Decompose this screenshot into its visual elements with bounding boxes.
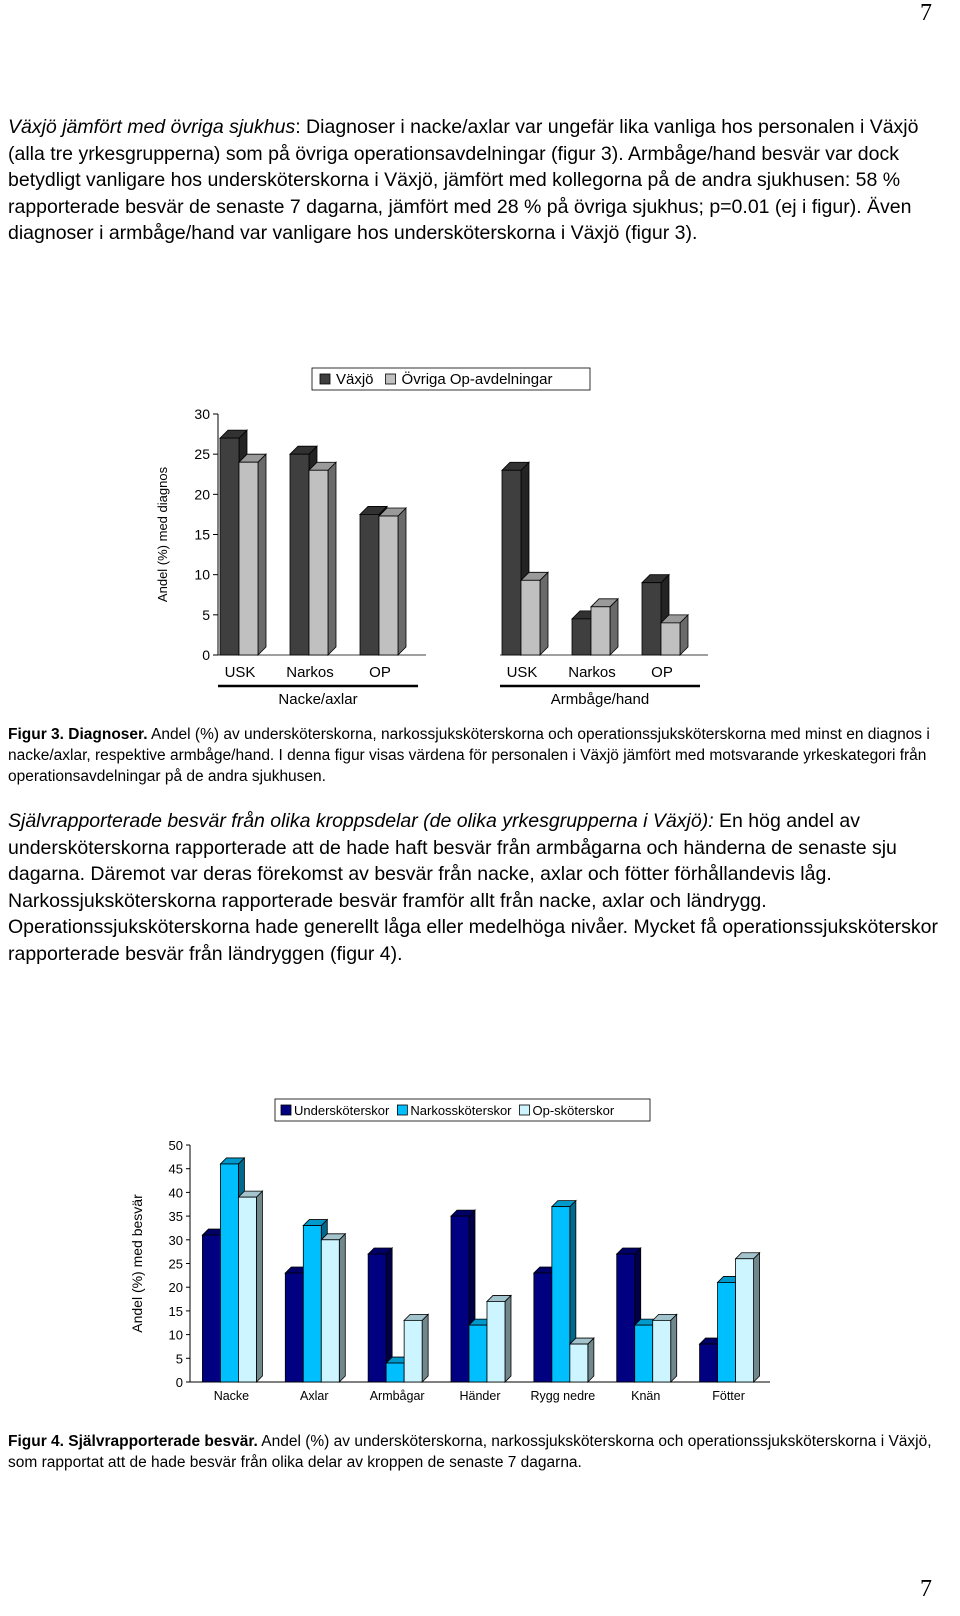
y-tick-label: 25 <box>168 1256 183 1272</box>
bar-front <box>469 1325 487 1382</box>
bar-front <box>220 1164 238 1382</box>
y-tick-label: 25 <box>194 446 210 463</box>
bar-front <box>360 514 379 655</box>
legend-label-2: Op-sköterskor <box>532 1103 615 1118</box>
x-tick-label: OP <box>651 664 673 681</box>
y-axis-title: Andel (%) med diagnos <box>155 466 170 603</box>
bar-front <box>404 1320 422 1382</box>
paragraph-lead: Självrapporterade besvär från olika kroppsdelar (de olika yrkesgrupperna i Växjö): <box>8 810 714 832</box>
bar-side <box>671 1314 677 1382</box>
bar-side <box>754 1253 760 1382</box>
bar-front <box>653 1320 671 1382</box>
bar-front <box>521 580 540 655</box>
bar-front <box>570 1344 588 1382</box>
figure4-caption-label: Figur 4. Självrapporterade besvär. <box>8 1433 258 1450</box>
paragraph-body: : Diagnoser i nacke/axlar var ungefär lika vanliga hos personalen i Växjö (alla tre yrkesgrupperna) som på övriga operationsavdelningar (figur 3). Armbåge/hand besvär var dock betydligt vanligare hos undersköterskorna i Växjö, jämfört med kollegorna på de andra sjukhusen: 58 % rapporterade besvär de senaste 7 dagarna, jämfört med 28 % på övriga sjukhus; p=0.01 (ej i figur). Även diagnoser i armbåge/hand var vanligare hos undersköterskorna i Växjö (figur 3). <box>8 116 919 244</box>
x-tick-label: Narkos <box>568 664 616 681</box>
bar-front <box>487 1301 505 1382</box>
bar-op-skoterskor <box>487 1295 511 1382</box>
y-tick-label: 5 <box>202 606 210 623</box>
x-tick-label: USK <box>224 664 256 681</box>
x-tick-label: Nacke <box>213 1389 250 1403</box>
figure4-caption <box>8 1431 953 1473</box>
bar-front <box>700 1344 718 1382</box>
legend-swatch-1 <box>397 1105 407 1115</box>
bar-front <box>309 470 328 655</box>
legend-swatch-2 <box>520 1105 530 1115</box>
bar-front <box>386 1363 404 1382</box>
y-tick-label: 10 <box>168 1327 183 1343</box>
group-label: Nacke/axlar <box>278 691 358 708</box>
x-tick-label: OP <box>369 664 391 681</box>
bar-side <box>256 1191 262 1382</box>
x-tick-label: Axlar <box>300 1389 329 1403</box>
bar-front <box>572 619 591 655</box>
figure3-caption <box>8 724 953 787</box>
bar-side <box>339 1234 345 1382</box>
x-tick-label: Knän <box>631 1389 661 1403</box>
bar-front <box>239 462 258 655</box>
legend <box>312 368 590 390</box>
bar-op-skoterskor <box>570 1338 594 1382</box>
bar-op-skoterskor <box>404 1314 428 1382</box>
y-tick-label: 45 <box>168 1161 183 1177</box>
y-tick-label: 30 <box>168 1232 183 1248</box>
figure4-self-reported-chart <box>110 1090 800 1415</box>
paragraph-self-reported <box>8 808 958 967</box>
bar-front <box>202 1235 220 1382</box>
legend-label-1: Övriga Op-avdelningar <box>401 371 553 388</box>
bar-op-skoterskor <box>238 1191 262 1382</box>
bar-front <box>285 1273 303 1382</box>
paragraph-body: En hög andel av undersköterskorna rapporterade att de hade haft besvär från armbågarna och händerna de senaste sju dagarna. Däremot var deras förekomst av besvär från nacke, axlar och fötter förhållandevis låg. Narkossjuksköterskorna rapporterade besvär framför allt från nacke, axlar och ländrygg. Operationssjuksköterskorna hade generellt låga eller medelhöga nivåer. Mycket få operationssjuksköterskor rapporterade besvär från ländryggen (figur 4). <box>8 810 938 965</box>
bar-front <box>368 1254 386 1382</box>
bar-front <box>502 470 521 655</box>
y-tick-label: 10 <box>194 566 210 583</box>
x-tick-label: USK <box>506 664 538 681</box>
legend-label-0: Växjö <box>336 371 374 388</box>
bar-ovriga <box>661 615 688 655</box>
bar-front <box>220 438 239 655</box>
bar-op-skoterskor <box>653 1314 677 1382</box>
bar-front <box>718 1282 736 1382</box>
bar-ovriga <box>521 572 548 655</box>
x-tick-label: Armbågar <box>369 1389 425 1403</box>
y-tick-label: 40 <box>168 1185 183 1201</box>
page-number-top: 7 <box>920 0 932 26</box>
y-axis-title: Andel (%) med besvär <box>129 1194 145 1333</box>
page-number-bottom: 7 <box>920 1576 932 1602</box>
bar-front <box>642 583 661 655</box>
legend <box>275 1099 650 1121</box>
legend-label-1: Narkossköterskor <box>410 1103 512 1118</box>
bar-ovriga <box>591 599 618 655</box>
bar-op-skoterskor <box>736 1253 760 1382</box>
bar-ovriga <box>239 454 266 655</box>
legend-swatch-0 <box>281 1105 291 1115</box>
paragraph-lead: Växjö jämfört med övriga sjukhus <box>8 116 296 138</box>
y-tick-label: 0 <box>202 647 210 663</box>
y-tick-label: 50 <box>168 1138 183 1153</box>
bar-front <box>617 1254 635 1382</box>
bar-front <box>534 1273 552 1382</box>
bar-front <box>661 623 680 655</box>
bar-side <box>505 1295 511 1382</box>
legend-swatch-0 <box>320 374 330 384</box>
bar-side <box>610 599 618 655</box>
y-tick-label: 15 <box>168 1303 183 1319</box>
legend-swatch-1 <box>386 374 396 384</box>
x-tick-label: Rygg nedre <box>530 1389 596 1403</box>
legend-label-0: Undersköterskor <box>294 1103 390 1118</box>
y-tick-label: 35 <box>168 1209 183 1225</box>
bar-front <box>379 516 398 655</box>
figure3-diagnoses-chart <box>140 360 740 715</box>
bar-front <box>303 1226 321 1382</box>
bar-side <box>588 1338 594 1382</box>
bar-side <box>422 1314 428 1382</box>
group-label: Armbåge/hand <box>550 691 650 708</box>
bar-front <box>635 1325 653 1382</box>
bar-op-skoterskor <box>321 1234 345 1382</box>
bar-ovriga <box>309 462 336 655</box>
bar-front <box>736 1259 754 1382</box>
x-tick-label: Fötter <box>712 1389 745 1403</box>
figure3-caption-text: Andel (%) av undersköterskorna, narkossjuksköterskorna och operationssjuksköterskorna med minst en diagnos i nacke/axlar, respektive armbåge/hand. I denna figur visas värdena för personalen i Växjö jämfört med motsvarande yrkeskategori från operationsavdelningar på de andra sjukhusen. <box>8 726 930 785</box>
bar-side <box>398 508 406 655</box>
y-tick-label: 30 <box>194 406 210 422</box>
x-tick-label: Händer <box>459 1389 501 1403</box>
y-tick-label: 15 <box>194 526 210 543</box>
bar-front <box>451 1216 469 1382</box>
figure3-caption-label: Figur 3. Diagnoser. <box>8 726 148 743</box>
y-tick-label: 20 <box>168 1280 183 1296</box>
figure4-caption-text: Andel (%) av undersköterskorna, narkossjuksköterskorna och operationssjuksköterskorna i Växjö, som rapportat att de hade besvär från olika delar av kroppen de senaste 7 dagarna. <box>8 1433 932 1471</box>
bar-ovriga <box>379 508 406 655</box>
y-tick-label: 20 <box>194 486 210 503</box>
bar-front <box>591 607 610 655</box>
bar-side <box>328 462 336 655</box>
y-tick-label: 5 <box>175 1351 183 1367</box>
bar-front <box>552 1207 570 1382</box>
y-tick-label: 0 <box>175 1375 183 1390</box>
bar-side <box>540 572 548 655</box>
bar-front <box>290 454 309 655</box>
bar-front <box>321 1240 339 1382</box>
bar-side <box>258 454 266 655</box>
paragraph-comparison <box>8 114 958 247</box>
bar-front <box>238 1197 256 1382</box>
x-tick-label: Narkos <box>286 664 334 681</box>
